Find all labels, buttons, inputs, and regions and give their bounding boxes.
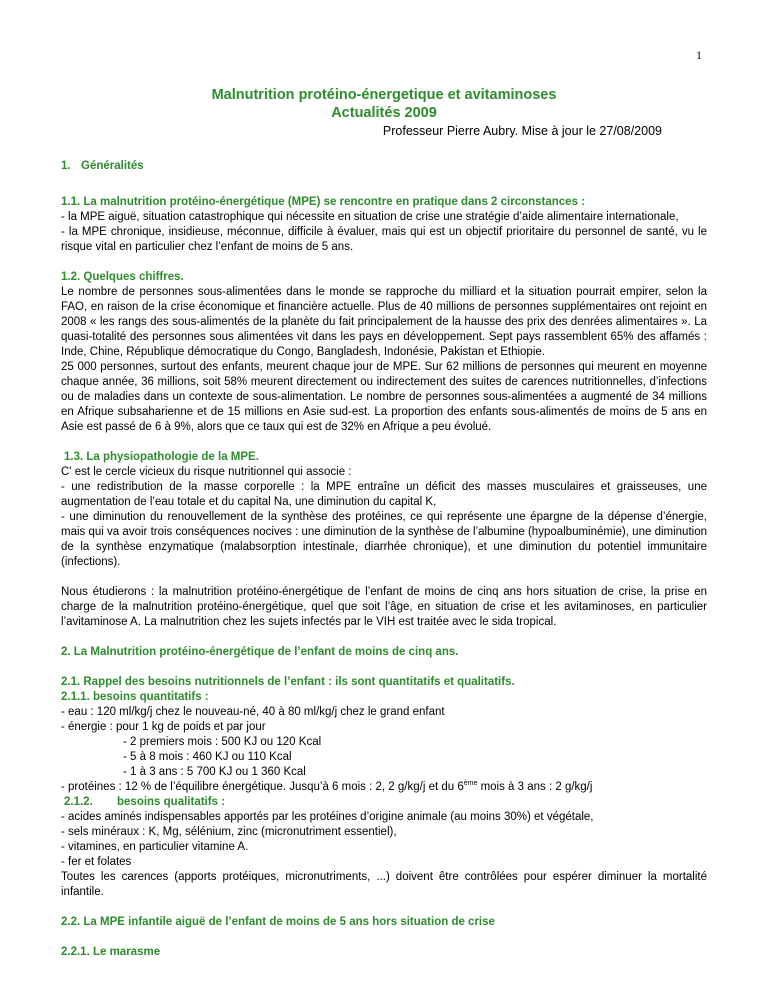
s1-2-paragraph-1: Le nombre de personnes sous-alimentées dans le monde se rapproche du milliard et la situation pourrait empirer, selon la FAO, en raison de la crise économique et financière actuelle. Plus de 40 millions de personnes supplémentaires ont rejoint en 2008 « les rangs des sous-alimentés de la planète du fait principalement de la hausse des prix des denrées alimentaires ». La quasi-totalité des personnes sous alimentées vit dans les pays en développement. Sept pays rassemblent 65% des affamés : Inde, Chine, République démocratique du Congo, Bangladesh, Indonésie, Pakistan et Ethiopie. (61, 286, 707, 358)
needs-water: - eau : 120 ml/kg/j chez le nouveau-né, 40 à 80 ml/kg/j chez le grand enfant (61, 706, 445, 718)
needs-proteins-a: - protéines : 12 % de l’équilibre énergétique. Jusqu’à 6 mois : 2, 2 g/kg/j et du 6 (61, 781, 464, 793)
section-2-2-heading: 2.2. La MPE infantile aiguë de l’enfant de moins de 5 ans hors situation de crise (61, 916, 495, 928)
qual-vitamins: - vitamines, en particulier vitamine A. (61, 841, 249, 853)
section-1-heading (61, 159, 707, 174)
needs-energy-1-3: - 1 à 3 ans : 5 700 KJ ou 1 360 Kcal (123, 766, 306, 778)
title-line-2: Actualités 2009 (331, 105, 437, 121)
s1-3-line-2: - une diminution du renouvellement de la synthèse des protéines, ce qui représente une épargne de la dépense d’énergie, mais qui va avoir trois conséquences nocives : une diminution de la synthèse de l’albumine (hypoalbuminémie), une diminution de la synthèse enzymatique (malabsorption intestinale, diarrhée chronique), et une diminution du potentiel immunitaire (infections). (61, 511, 707, 568)
section-1-title: Généralités (81, 160, 144, 172)
s1-2-paragraph-2: 25 000 personnes, surtout des enfants, meurent chaque jour de MPE. Sur 62 millions de personnes qui meurent en moyenne chaque année, 36 millions, soit 58% meurent directement ou indirectement des suites de carences nutritionnelles, d’infections ou de maladies dans un contexte de sous-alimentation. Le nombre de personnes sous-alimentées a augmenté de 34 millions en Afrique subsaharienne et de 15 millions en Asie sud-est. La proportion des enfants sous-alimentés de moins de 5 ans en Asie est passé de 6 à 9%, alors que ce taux qui est de 32% en Afrique a peu évolué. (61, 361, 707, 433)
s1-3-paragraph-3: Nous étudierons : la malnutrition protéino-énergétique de l’enfant de moins de cinq ans hors situation de crise, la prise en charge de la malnutrition protéino-énergétique, quel que soit l’âge, en situation de crise et les avitaminoses, en particulier l’avitaminose A. La malnutrition chez les sujets infectés par le VIH est traitée avec le sida tropical. (61, 586, 707, 628)
qual-amino-acids: - acides aminés indispensables apportés par les protéines d’origine animale (au moins 30%) et végétale, (61, 811, 594, 823)
needs-proteins-b: mois à 3 ans : 2 g/kg/j (477, 781, 593, 793)
needs-energy: - énergie : pour 1 kg de poids et par jour (61, 721, 266, 733)
section-2-heading: 2. La Malnutrition protéino-énergétique de l’enfant de moins de cinq ans. (61, 646, 459, 658)
section-1-3-heading: 1.3. La physiopathologie de la MPE. (64, 451, 259, 463)
section-2-1-heading: 2.1. Rappel des besoins nutritionnels de l’enfant : ils sont quantitatifs et qualitatifs. (61, 676, 515, 688)
s1-3-line-1: - une redistribution de la masse corporelle : la MPE entraîne un déficit des masses musculaires et graisseuses, une augmentation de l’eau totale et du capital Na, une diminution du capital K, (61, 481, 707, 508)
section-1-number: 1. (61, 160, 71, 172)
needs-energy-0-2: - 2 premiers mois : 500 KJ ou 120 Kcal (123, 736, 322, 748)
section-1-1-heading: 1.1. La malnutrition protéino-énergétique (MPE) se rencontre en pratique dans 2 circonstances : (61, 196, 585, 208)
section-1-2-heading: 1.2. Quelques chiffres. (61, 271, 184, 283)
document-page (61, 0, 707, 960)
section-2-1-2-number: 2.1.2. (64, 796, 93, 808)
title-line-1: Malnutrition protéino-énergetique et avitaminoses (211, 87, 557, 103)
qual-conclusion: Toutes les carences (apports protéiques, micronutriments, ...) doivent être contrôlées pour espérer diminuer la mortalité infantile. (61, 871, 707, 898)
s1-1-line-1: - la MPE aiguë, situation catastrophique qui nécessite en situation de crise une stratégie d’aide alimentaire internationale, (61, 211, 679, 223)
s1-1-line-2: - la MPE chronique, insidieuse, méconnue, difficile à évaluer, mais qui est un objectif prioritaire du personnel de santé, vu le risque vital en particulier chez l’enfant de moins de 5 ans. (61, 226, 707, 253)
needs-energy-5-8: - 5 à 8 mois : 460 KJ ou 110 Kcal (123, 751, 292, 763)
section-2-2-1-heading: 2.2.1. Le marasme (61, 946, 161, 958)
qual-minerals: - sels minéraux : K, Mg, sélénium, zinc (micronutriment essentiel), (61, 826, 397, 838)
section-2-1-2-title: besoins qualitatifs : (117, 796, 225, 808)
section-2-1-2-heading (61, 795, 707, 810)
page-number: 1 (696, 48, 702, 62)
needs-proteins (61, 780, 707, 795)
needs-proteins-sup: ème (463, 780, 478, 788)
author-line: Professeur Pierre Aubry. Mise à jour le 27/08/2009 (382, 124, 662, 138)
s1-3-intro: C' est le cercle vicieux du risque nutritionnel qui associe : (61, 466, 352, 478)
qual-iron: - fer et folates (61, 856, 132, 868)
section-2-1-1-heading: 2.1.1. besoins quantitatifs : (61, 691, 209, 703)
